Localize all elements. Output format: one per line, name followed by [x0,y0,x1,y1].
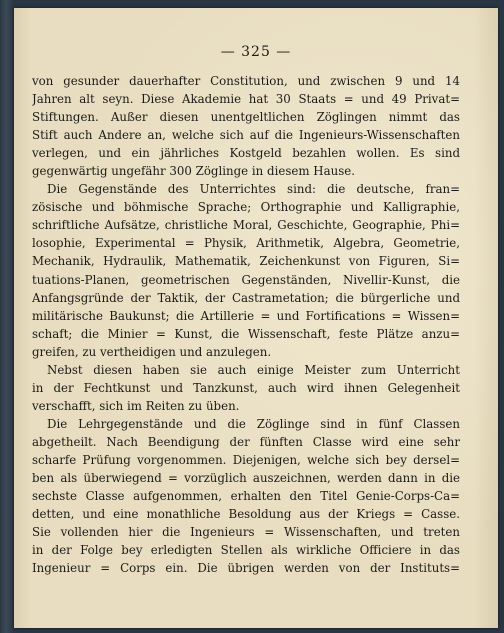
text-line: abgetheilt. Nach Beendigung der fünften Classe wird eine sehr [32,434,460,449]
text-line: tuations-Planen, geometrischen Gegenständen, Nivellir-Kunst, die [32,272,460,287]
text-line: Die Lehrgegenstände und die Zöglinge sind in fünf Classen [47,416,460,431]
text-line: zösische und böhmische Sprache; Orthographie und Kalligraphie, [32,200,460,215]
text-line: greifen, zu vertheidigen und anzulegen. [32,344,272,359]
text-line: militärische Baukunst; die Artillerie = und Fortifications = Wissen= [32,308,460,323]
text-line: verlegen, und ein jährliches Kostgeld bezahlen wollen. Es sind [32,146,460,161]
text-line: Mechanik, Hydraulik, Mathematik, Zeichenkunst von Figuren, Si= [32,254,460,269]
text-line: verschafft, sich im Reiten zu üben. [32,398,240,413]
text-line: Jahren alt seyn. Diese Akademie hat 30 Staats = und 49 Privat= [32,92,460,107]
text-line: Die Gegenstände des Unterrichtes sind: die deutsche, fran= [47,182,460,197]
text-line: schaft; die Minier = Kunst, die Wissenschaft, feste Plätze anzu= [32,326,460,341]
text-line: Anfangsgründe der Taktik, der Castrametation; die bürgerliche und [32,290,460,305]
text-line: gegenwärtig ungefähr 300 Zöglinge in diesem Hause. [32,164,356,179]
text-line: detten, und eine monathliche Besoldung aus der Kriegs = Casse. [32,507,460,522]
text-line: Ingenieur = Corps ein. Die übrigen werden von der Instituts= [32,561,460,576]
text-line: in der Folge bey erledigten Stellen als wirkliche Officiere in das [32,543,460,558]
text-line: sechste Classe aufgenommen, erhalten den Titel Genie-Corps-Ca= [32,489,460,504]
book-page [14,8,498,628]
text-line: Sie vollenden hier die Ingenieurs = Wissenschaften, und treten [32,525,460,540]
page-number: — 325 — [220,44,292,60]
text-line: schriftliche Aufsätze, christliche Moral, Geschichte, Geographie, Phi= [32,218,460,233]
text-line: von gesunder dauerhafter Constitution, und zwischen 9 und 14 [32,74,460,88]
text-line: Nebst diesen haben sie auch einige Meister zum Unterricht [47,362,460,377]
text-line: scharfe Prüfung vorgenommen. Diejenigen, welche sich bey dersel= [32,452,460,467]
text-line: Stift auch Andere an, welche sich auf die Ingenieurs-Wissenschaften [32,128,460,143]
text-line: Stiftungen. Außer diesen unentgeltlichen Zöglingen nimmt das [32,110,460,125]
text-line: ben als überwiegend = vorzüglich auszeichnen, werden dann in die [32,471,460,486]
text-line: losophie, Experimental = Physik, Arithmetik, Algebra, Geometrie, [32,236,460,251]
text-line: in der Fechtkunst und Tanzkunst, auch wird ihnen Gelegenheit [32,380,460,395]
body-text [32,72,460,577]
